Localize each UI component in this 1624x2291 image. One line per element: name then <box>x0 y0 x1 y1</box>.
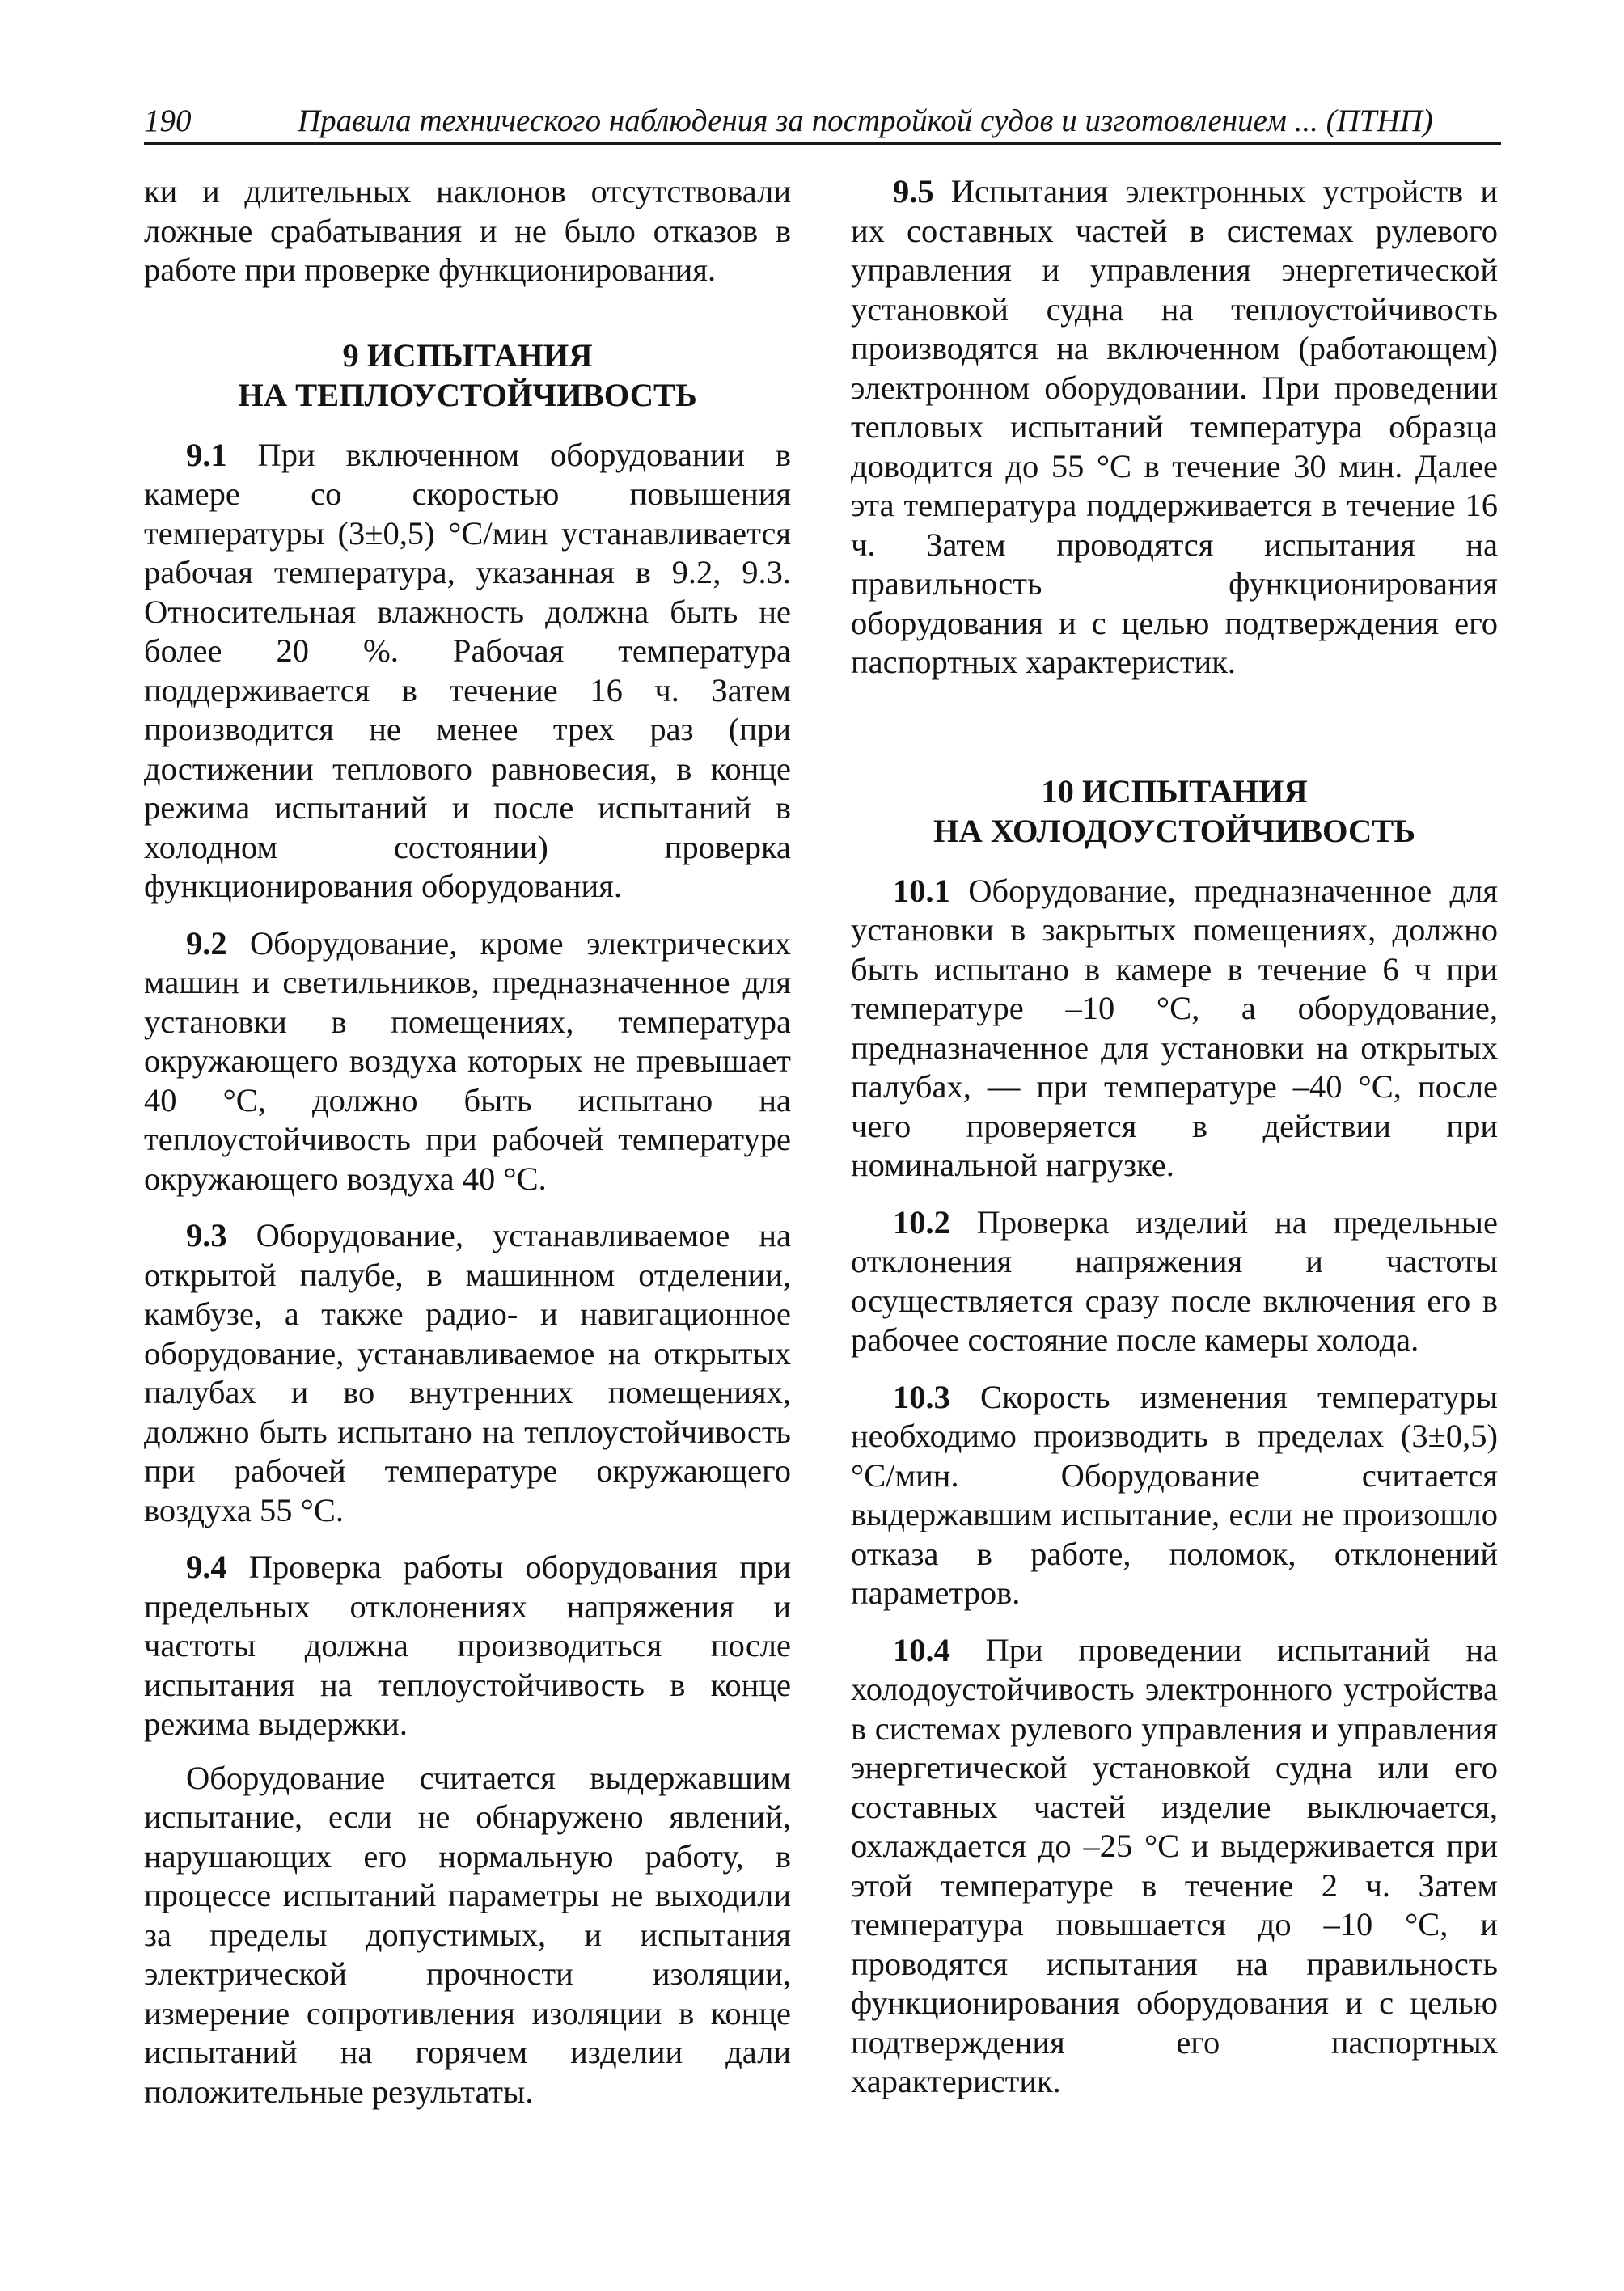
clause-number: 10.2 <box>893 1203 950 1241</box>
clause-number: 10.4 <box>893 1631 950 1668</box>
clause-text: Скорость изменения температуры необходимо производить в пределах (3±0,5) °С/мин. Оборудование считается выдержавшим испытание, если не произошло отказа в работе, поломок, отклонений параметров. <box>851 1378 1499 1611</box>
page-header <box>144 102 1501 145</box>
paragraph-9-4 <box>144 1548 791 1744</box>
clause-text: Испытания электронных устройств и их составных частей в системах рулевого управления и управления энергетической установкой судна на теплоустойчивость производятся на включенном (работающем) электронном оборудовании. При проведении тепловых испытаний температура образца доводится до 55 °С в течение 30 мин. Далее эта температура поддерживается в течение 16 ч. Затем проводятся испытания на правильность функционирования оборудования и с целью подтверждения его паспортных характеристик. <box>851 173 1498 680</box>
clause-number: 10.3 <box>893 1378 950 1415</box>
clause-number: 9.1 <box>186 436 227 473</box>
clause-text: Проверка изделий на предельные отклонения напряжения и частоты осуществляется сразу после включения его в рабочее состояние после камеры холода. <box>851 1203 1498 1358</box>
clause-text: При проведении испытаний на холодоустойчивость электронного устройства в системах рулевого управления и управления энергетической установкой судна или его составных частей изделие выключается, охлаждается до –25 °С и выдерживается при этой температуре в течение 2 ч. Затем температура повышается до –10 °С, и проводятся испытания на правильность функционирования оборудования и с целью подтверждения его паспортных характеристик. <box>851 1631 1499 2099</box>
paragraph-10-3 <box>851 1378 1498 1613</box>
left-column <box>144 172 791 2111</box>
clause-text: При включенном оборудовании в камере со скоростью повышения температуры (3±0,5) °С/мин устанавливается рабочая температура, указанная в 9.2, 9.3. Относительная влажность должна быть не более 20 %. Рабочая температура поддерживается в течение 16 ч. Затем производится не менее трех раз (при достижении теплового равновесия, в конце режима испытаний и после испытаний в холодном состоянии) проверка функционирования оборудования. <box>144 436 792 904</box>
continuation-paragraph: ки и длительных наклонов отсутствовали ложные срабатывания и не было отказов в работе при проверке функционирования. <box>144 173 791 288</box>
paragraph-9-5 <box>851 172 1498 683</box>
section-9-title-line1: 9 ИСПЫТАНИЯ <box>342 336 593 374</box>
clause-number: 9.4 <box>186 1549 227 1585</box>
paragraph-9-1 <box>144 436 791 907</box>
clause-text: Проверка работы оборудования при предельных отклонениях напряжения и частоты должна производиться после испытания на теплоустойчивость в конце режима выдержки. <box>144 1549 791 1742</box>
section-10-title-line2: НА ХОЛОДОУСТОЙЧИВОСТЬ <box>933 812 1416 849</box>
clause-number: 10.1 <box>893 872 950 909</box>
section-9-heading <box>144 336 791 415</box>
clause-text: Оборудование, предназначенное для установки в закрытых помещениях, должно быть испытано в камере в течение 6 ч при температуре –10 °С, а оборудование, предназначенное для установки на открытых палубах, — при температуре –40 °С, после чего проверяется в действии при номинальной нагрузке. <box>851 872 1498 1183</box>
paragraph-9-3 <box>144 1216 791 1530</box>
clause-text: Оборудование, устанавливаемое на открытой палубе, в машинном отделении, камбузе, а также радио- и навигационное оборудование, устанавливаемое на открытых палубах и во внутренних помещениях, должно быть испытано на теплоустойчивость при рабочей температуре окружающего воздуха 55 °С. <box>144 1217 792 1528</box>
paragraph-10-2 <box>851 1203 1498 1360</box>
section-10-title-line1: 10 ИСПЫТАНИЯ <box>1041 772 1308 809</box>
section-10-heading <box>851 771 1498 851</box>
paragraph-10-1 <box>851 872 1498 1186</box>
clause-number: 9.5 <box>893 173 934 209</box>
clause-text: Оборудование, кроме электрических машин и светильников, предназначенное для установки в помещениях, температура окружающего воздуха которых не превышает 40 °С, должно быть испытано на теплоустойчивость при рабочей температуре окружающего воздуха 40 °С. <box>144 924 791 1197</box>
paragraph-10-4 <box>851 1631 1498 2102</box>
right-column <box>851 172 1498 2102</box>
clause-number: 9.2 <box>186 924 227 962</box>
page-number: 190 <box>144 104 192 138</box>
paragraph-9-4-continued: Оборудование считается выдержавшим испытание, если не обнаружено явлений, нарушающих его нормальную работу, в процессе испытаний параметры не выходили за пределы допустимых, и испытания электрической прочности изоляции, измерение сопротивления изоляции в конце испытаний на горячем изделии дали положительные результаты. <box>144 1759 791 2110</box>
paragraph-9-2 <box>144 924 791 1199</box>
section-9-title-line2: НА ТЕПЛОУСТОЙЧИВОСТЬ <box>238 376 697 413</box>
running-title: Правила технического наблюдения за постройкой судов и изготовлением ... (ПТНП) <box>298 104 1433 138</box>
clause-number: 9.3 <box>186 1217 227 1253</box>
